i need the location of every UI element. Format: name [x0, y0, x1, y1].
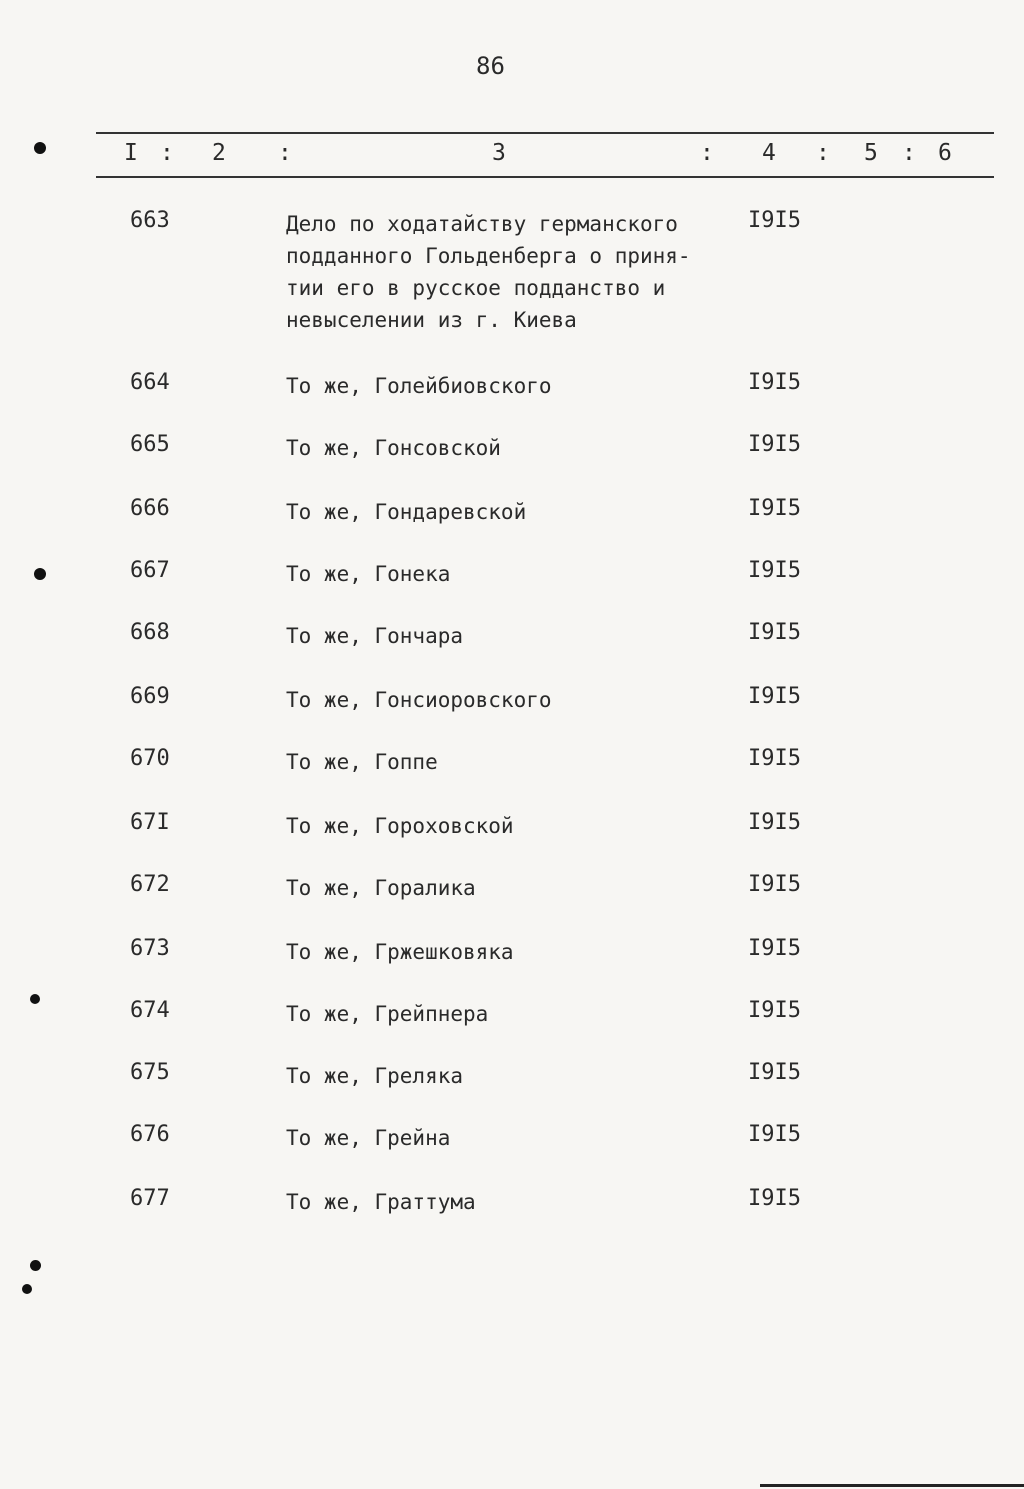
header-col-1: I	[124, 140, 138, 166]
table-row	[0, 1122, 1024, 1162]
title-line: То же, Грейпнера	[286, 1002, 489, 1026]
title-line: То же, Гонека	[286, 562, 451, 586]
header-bottom-rule	[96, 176, 994, 178]
title-line: Дело по ходатайству германского	[286, 212, 678, 236]
row-year: I9I5	[748, 496, 801, 521]
row-year: I9I5	[748, 1122, 801, 1147]
punch-hole-mark	[30, 994, 40, 1004]
title-line: тии его в русское подданство и	[286, 276, 666, 300]
row-number: 675	[130, 1060, 170, 1085]
row-title	[286, 1186, 706, 1218]
header-separator: :	[160, 140, 174, 166]
row-title	[286, 432, 706, 464]
row-title	[286, 1060, 706, 1092]
title-line: То же, Гондаревской	[286, 500, 527, 524]
header-col-5: 5	[864, 140, 878, 166]
title-line: То же, Горалика	[286, 876, 476, 900]
table-row	[0, 810, 1024, 850]
title-line: То же, Граттума	[286, 1190, 476, 1214]
table-row	[0, 620, 1024, 660]
table-row	[0, 1186, 1024, 1226]
header-col-2: 2	[212, 140, 226, 166]
header-col-3: 3	[492, 140, 506, 166]
row-title	[286, 496, 706, 528]
row-number: 668	[130, 620, 170, 645]
row-year: I9I5	[748, 432, 801, 457]
row-year: I9I5	[748, 746, 801, 771]
row-number: 673	[130, 936, 170, 961]
row-number: 67I	[130, 810, 170, 835]
title-line: То же, Гончара	[286, 624, 464, 648]
title-line: То же, Гонсовской	[286, 436, 501, 460]
table-row	[0, 936, 1024, 976]
row-title	[286, 370, 706, 402]
punch-hole-mark	[22, 1284, 32, 1294]
row-year: I9I5	[748, 872, 801, 897]
row-number: 664	[130, 370, 170, 395]
row-title	[286, 1122, 706, 1154]
header-separator: :	[278, 140, 292, 166]
table-row	[0, 746, 1024, 786]
row-year: I9I5	[748, 684, 801, 709]
table-row	[0, 558, 1024, 598]
row-year: I9I5	[748, 810, 801, 835]
row-year: I9I5	[748, 1186, 801, 1211]
table-row	[0, 684, 1024, 724]
table-row	[0, 208, 1024, 332]
row-title	[286, 872, 706, 904]
table-row	[0, 370, 1024, 410]
title-line: То же, Гржешковяка	[286, 940, 514, 964]
row-title	[286, 746, 706, 778]
header-separator: :	[902, 140, 916, 166]
row-year: I9I5	[748, 558, 801, 583]
title-line: То же, Греляка	[286, 1064, 464, 1088]
punch-hole-mark	[34, 142, 46, 154]
row-year: I9I5	[748, 998, 801, 1023]
header-col-4: 4	[762, 140, 776, 166]
title-line: подданного Гольденберга о приня-	[286, 244, 691, 268]
row-title	[286, 998, 706, 1030]
title-line: невыселении из г. Киева	[286, 308, 577, 332]
header-separator: :	[816, 140, 830, 166]
row-number: 669	[130, 684, 170, 709]
table-row	[0, 496, 1024, 536]
row-number: 677	[130, 1186, 170, 1211]
row-year: I9I5	[748, 1060, 801, 1085]
title-line: То же, Гороховской	[286, 814, 514, 838]
header-separator: :	[700, 140, 714, 166]
row-title	[286, 620, 706, 652]
row-number: 672	[130, 872, 170, 897]
title-line: То же, Грейна	[286, 1126, 451, 1150]
row-title	[286, 684, 706, 716]
row-number: 666	[130, 496, 170, 521]
header-col-6: 6	[938, 140, 952, 166]
table-row	[0, 998, 1024, 1038]
row-year: I9I5	[748, 208, 801, 233]
row-year: I9I5	[748, 370, 801, 395]
title-line: То же, Гонсиоровского	[286, 688, 552, 712]
punch-hole-mark	[34, 568, 46, 580]
row-number: 667	[130, 558, 170, 583]
row-number: 670	[130, 746, 170, 771]
table-row	[0, 1060, 1024, 1100]
table-row	[0, 872, 1024, 912]
row-number: 665	[130, 432, 170, 457]
row-number: 676	[130, 1122, 170, 1147]
row-year: I9I5	[748, 936, 801, 961]
row-year: I9I5	[748, 620, 801, 645]
header-top-rule	[96, 132, 994, 134]
scan-edge-line	[760, 1484, 1024, 1487]
row-number: 674	[130, 998, 170, 1023]
page-number: 86	[476, 52, 505, 80]
title-line: То же, Гоппе	[286, 750, 438, 774]
row-title	[286, 810, 706, 842]
title-line: То же, Голейбиовского	[286, 374, 552, 398]
row-number: 663	[130, 208, 170, 233]
row-title	[286, 208, 706, 336]
table-row	[0, 432, 1024, 472]
row-title	[286, 558, 706, 590]
punch-hole-mark	[30, 1260, 41, 1271]
row-title	[286, 936, 706, 968]
